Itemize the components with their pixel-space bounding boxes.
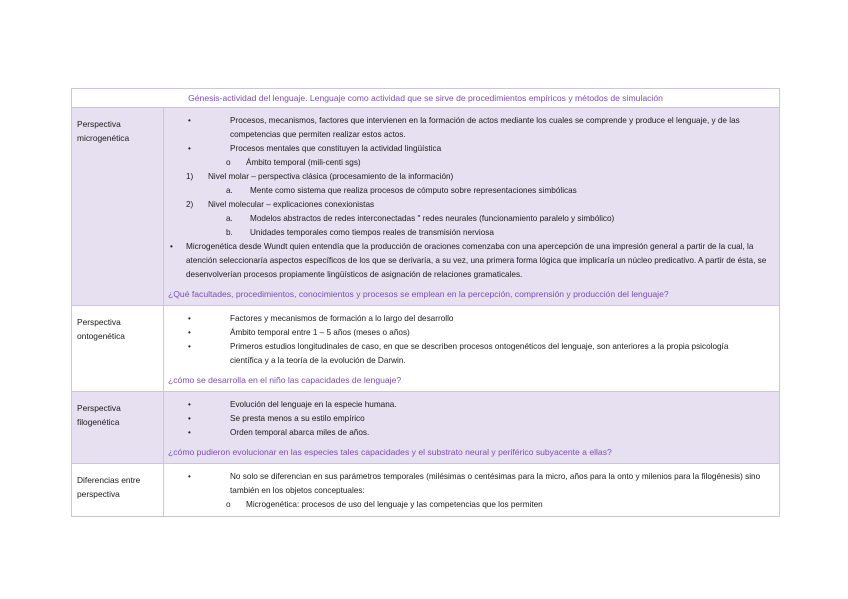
letter-marker: a.: [226, 214, 233, 223]
list-item-text: Procesos, mecanismos, factores que intervienen en la formación de actos mediante los cuales se comprende y produce el lenguaje, y de las competencias que permiten realizar estos actos.: [230, 116, 740, 139]
letter-marker: b.: [226, 228, 233, 237]
section-row-diferencias: [72, 464, 780, 517]
section-label: Perspectiva filogenética: [72, 392, 164, 464]
section-row-filogenetica: [72, 392, 780, 464]
bullet-marker: •: [188, 328, 191, 337]
section-content: [164, 108, 780, 306]
list-item: [168, 398, 775, 412]
section-row-microgenetica: [72, 108, 780, 306]
table-title: Génesis-actividad del lenguaje. Lenguaje como actividad que se sirve de procedimientos empíricos y métodos de simulación: [72, 89, 780, 108]
list-item-text: Evolución del lenguaje en la especie humana.: [230, 400, 397, 409]
bullet-marker: •: [188, 314, 191, 323]
section-row-ontogenetica: [72, 306, 780, 392]
section-label: Perspectiva ontogenética: [72, 306, 164, 392]
list-item: [168, 326, 775, 340]
letter-marker: a.: [226, 186, 233, 195]
section-question: ¿Qué facultades, procedimientos, conocimientos y procesos se emplean en la percepción, comprensión y producción del lenguaje?: [168, 289, 669, 299]
list-item-text: Nivel molecular – explicaciones conexionistas: [208, 200, 375, 209]
list-item-text: Se presta menos a su estilo empírico: [230, 414, 365, 423]
list-item: [168, 142, 775, 156]
list-item: [168, 226, 775, 240]
list-item: [168, 184, 775, 198]
list-item-text: Microgenética desde Wundt quien entendía que la producción de oraciones comenzaba con una apercepción de una impresión general a partir de la cual, la atención seleccionaría aspectos específicos de los que se derivaría, a su vez, una primera forma lógica que implicaría un núcleo predicativo. A partir de ésta, se desenvolverían procesos propiamente lingüísticos de asignación de relaciones gramaticales.: [186, 242, 767, 279]
list-item-text: Microgenética: procesos de uso del lenguaje y las competencias que los permiten: [246, 500, 543, 509]
list-item-text: Primeros estudios longitudinales de caso, en que se describen procesos ontogenéticos del lenguaje, son anteriores a la propia psicología científica y a la teoría de la evolución de Darwin.: [230, 342, 729, 365]
section-question: ¿cómo se desarrolla en el niño las capacidades de lenguaje?: [168, 375, 402, 385]
number-marker: 1): [186, 172, 194, 181]
list-item: [168, 198, 775, 212]
list-item-text: Mente como sistema que realiza procesos de cómputo sobre representaciones simbólicas: [250, 186, 577, 195]
list-item: [168, 312, 775, 326]
section-content: [164, 464, 780, 517]
bullet-marker: •: [188, 144, 191, 153]
list-item-text: Ámbito temporal (mili-centi sgs): [246, 158, 361, 167]
section-label: Diferencias entre perspectiva: [72, 464, 164, 517]
title-row: [72, 89, 780, 108]
list-item-text: No solo se diferencian en sus parámetros temporales (milésimas o centésimas para la micro, años para la onto y milenios para la filogénesis) sino también en los objetos conceptuales:: [230, 472, 761, 495]
list-item: [168, 156, 775, 170]
number-marker: 2): [186, 200, 194, 209]
list-item: [168, 212, 775, 226]
list-item-text: Procesos mentales que constituyen la actividad lingüística: [230, 144, 442, 153]
bullet-marker: •: [188, 428, 191, 437]
bullet-marker: •: [188, 414, 191, 423]
bullet-marker: •: [170, 242, 173, 251]
list-item-text: Unidades temporales como tiempos reales de transmisión nerviosa: [250, 228, 494, 237]
list-item: [168, 412, 775, 426]
list-item: [168, 240, 775, 282]
list-item: [168, 114, 775, 142]
list-item-text: Factores y mecanismos de formación a lo largo del desarrollo: [230, 314, 454, 323]
sub-bullet-marker: o: [226, 500, 231, 509]
bullet-marker: •: [188, 342, 191, 351]
list-item: [168, 498, 775, 512]
list-item: [168, 170, 775, 184]
list-item-text: Ámbito temporal entre 1 – 5 años (meses o años): [230, 328, 410, 337]
section-label: Perspectiva microgenética: [72, 108, 164, 306]
bullet-marker: •: [188, 116, 191, 125]
list-item-text: Nivel molar – perspectiva clásica (procesamiento de la información): [208, 172, 454, 181]
section-content: [164, 306, 780, 392]
list-item-text: Orden temporal abarca miles de años.: [230, 428, 370, 437]
bullet-marker: •: [188, 472, 191, 481]
section-question: ¿cómo pudieron evolucionar en las especies tales capacidades y el substrato neural y periférico subyacente a ellas?: [168, 447, 612, 457]
list-item: [168, 340, 775, 368]
list-item: [168, 426, 775, 440]
sub-bullet-marker: o: [226, 158, 231, 167]
list-item: [168, 470, 775, 498]
list-item-text: Modelos abstractos de redes interconectadas " redes neurales (funcionamiento paralelo y simbólico): [250, 214, 615, 223]
section-content: [164, 392, 780, 464]
bullet-marker: •: [188, 400, 191, 409]
content-table: [71, 88, 780, 517]
